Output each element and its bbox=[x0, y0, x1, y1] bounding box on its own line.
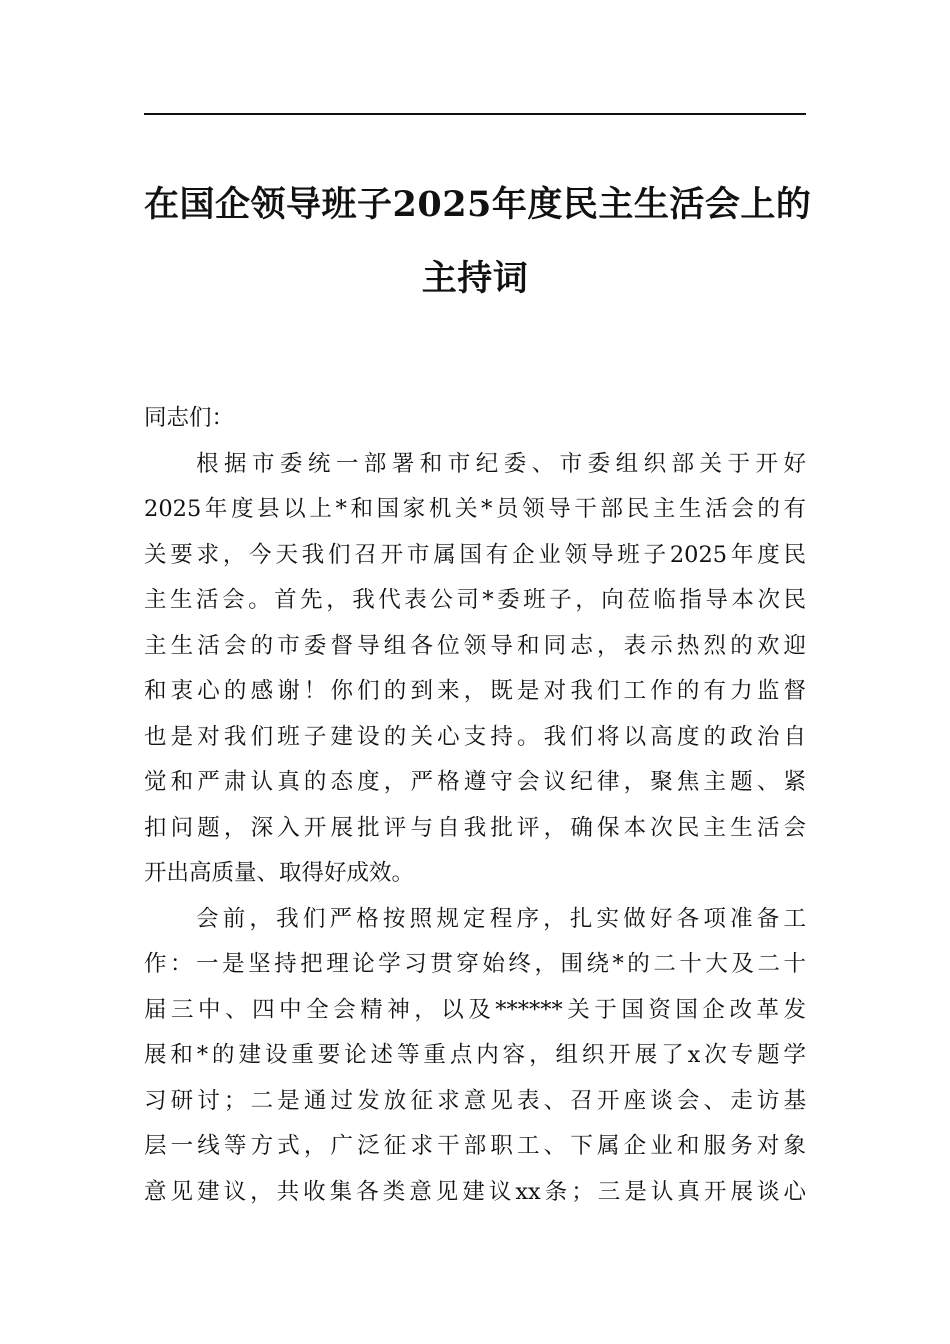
document-body bbox=[144, 396, 806, 1215]
title-line-1: 在国企领导班子2025年度民主生活会上的 bbox=[144, 184, 812, 225]
paragraph-line: 主生活会的市委督导组各位领导和同志，表示热烈的欢迎 bbox=[144, 632, 806, 659]
paragraph-line: 和衷心的感谢！你们的到来，既是对我们工作的有力监督 bbox=[144, 678, 806, 704]
paragraph-line: 主生活会。首先，我代表公司*委班子，向莅临指导本次民 bbox=[144, 587, 806, 613]
paragraph-line: 开出高质量、取得好成效。 bbox=[144, 860, 415, 886]
paragraph-line: 意见建议，共收集各类意见建议xx条；三是认真开展谈心 bbox=[144, 1178, 806, 1205]
paragraph-line: 关要求，今天我们召开市属国有企业领导班子2025年度民 bbox=[144, 541, 806, 568]
salutation: 同志们： bbox=[144, 405, 235, 431]
paragraph-line: 2025年度县以上*和国家机关*员领导干部民主生活会的有 bbox=[144, 496, 806, 522]
paragraph-2 bbox=[144, 897, 806, 1216]
paragraph-line: 作：一是坚持把理论学习贯穿始终，围绕*的二十大及二十 bbox=[144, 951, 806, 977]
paragraph-line: 习研讨；二是通过发放征求意见表、召开座谈会、走访基 bbox=[144, 1087, 806, 1114]
paragraph-line: 会前，我们严格按照规定程序，扎实做好各项准备工 bbox=[196, 905, 806, 932]
header-rule bbox=[144, 113, 806, 115]
paragraph-line: 扣问题，深入开展批评与自我批评，确保本次民主生活会 bbox=[144, 814, 806, 841]
paragraph-line: 根据市委统一部署和市纪委、市委组织部关于开好 bbox=[196, 450, 806, 477]
paragraph-line: 层一线等方式，广泛征求干部职工、下属企业和服务对象 bbox=[144, 1133, 806, 1159]
paragraph-line: 届三中、四中全会精神，以及******关于国资国企改革发 bbox=[144, 996, 806, 1023]
title-line-2: 主持词 bbox=[421, 258, 529, 299]
document-title bbox=[144, 168, 812, 316]
paragraph-line: 觉和严肃认真的态度，严格遵守会议纪律，聚焦主题、紧 bbox=[144, 769, 806, 795]
paragraph-line: 展和*的建设重要论述等重点内容，组织开展了x次专题学 bbox=[144, 1042, 806, 1068]
paragraph-1 bbox=[144, 442, 806, 897]
paragraph-line: 也是对我们班子建设的关心支持。我们将以高度的政治自 bbox=[144, 723, 806, 750]
